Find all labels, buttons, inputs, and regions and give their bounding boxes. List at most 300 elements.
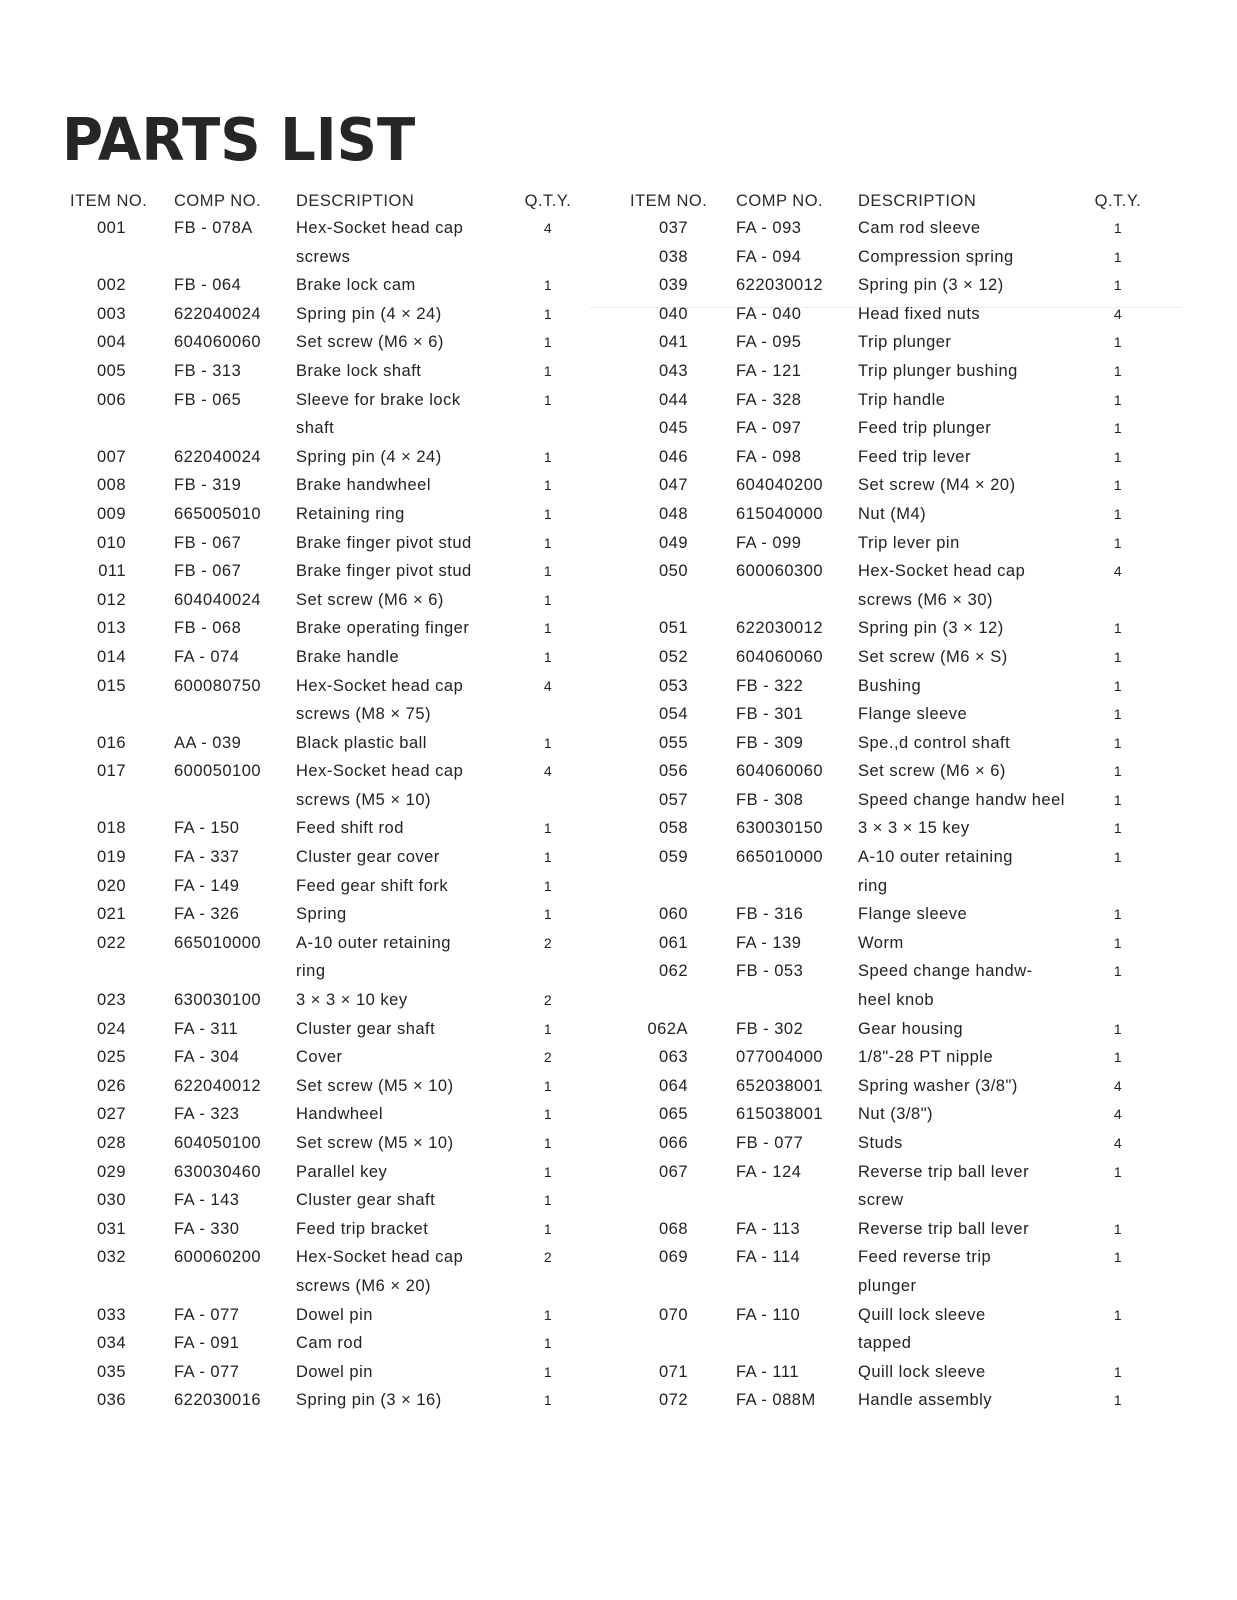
item-number: 054: [658, 705, 688, 724]
description-line: Cam rod: [296, 1334, 363, 1353]
description: [858, 1015, 1088, 1044]
header-comp-no: COMP NO.: [174, 192, 262, 210]
quantity: 1: [543, 1163, 553, 1180]
quantity: 1: [543, 391, 553, 408]
component-number: FA - 077: [174, 1305, 240, 1324]
table-row: [630, 357, 1155, 386]
table-row: [70, 1015, 590, 1044]
description-line: Speed change handw-: [858, 962, 1033, 981]
table-row: [70, 757, 590, 814]
description: [296, 986, 518, 1015]
description: [858, 1129, 1088, 1158]
quantity: 1: [543, 477, 553, 494]
quantity: 1: [543, 1077, 553, 1094]
quantity: 1: [543, 1135, 553, 1151]
description-continuation: ring: [858, 876, 888, 895]
description-line: Spring washer (3/8"): [858, 1076, 1018, 1095]
table-header: [630, 188, 1155, 214]
table-row: [630, 557, 1155, 614]
item-number: 018: [96, 819, 126, 838]
item-number: 022: [96, 933, 126, 952]
quantity: 1: [1113, 1392, 1123, 1409]
quantity: 1: [543, 448, 553, 465]
table-row: [630, 700, 1155, 729]
description: [858, 214, 1088, 243]
component-number: FA - 111: [736, 1362, 800, 1381]
description-continuation: screws (M6 × 30): [858, 590, 993, 609]
description: [296, 729, 518, 758]
description: [858, 414, 1088, 443]
component-number: FA - 330: [174, 1219, 240, 1238]
description-line: Set screw (M5 × 10): [296, 1076, 454, 1095]
quantity: 4: [543, 220, 553, 236]
item-number: 061: [658, 933, 688, 952]
description: [296, 328, 518, 357]
item-number: 060: [658, 905, 688, 924]
description: [296, 1329, 518, 1358]
component-number: FA - 304: [174, 1048, 240, 1067]
description-line: 3 × 3 × 15 key: [858, 819, 970, 838]
quantity: 1: [543, 534, 553, 551]
component-number: 630030150: [736, 819, 824, 838]
component-number: FA - 143: [174, 1191, 240, 1210]
quantity: 4: [543, 677, 553, 694]
description-line: Spring pin (4 × 24): [296, 304, 442, 323]
item-number: 009: [96, 504, 126, 523]
description: [296, 1129, 518, 1158]
quantity: 1: [1113, 906, 1123, 923]
table-row: [630, 1100, 1155, 1129]
item-number: 057: [658, 790, 688, 809]
quantity: 1: [1113, 849, 1123, 866]
component-number: FB - 301: [736, 705, 804, 724]
description: [296, 529, 518, 558]
table-row: [630, 328, 1155, 357]
description: [296, 443, 518, 472]
table-row: [630, 900, 1155, 929]
quantity: 1: [543, 362, 553, 379]
description: [296, 1100, 518, 1129]
component-number: 604060060: [174, 333, 262, 352]
table-row: [630, 529, 1155, 558]
description: [858, 1215, 1088, 1244]
item-number: 044: [658, 390, 688, 409]
table-row: [630, 843, 1155, 900]
table-row: [630, 1015, 1155, 1044]
description-line: A-10 outer retaining: [858, 848, 1013, 867]
description: [296, 872, 518, 901]
description: [296, 1243, 518, 1300]
description-line: Cam rod sleeve: [858, 219, 981, 237]
description-line: Feed trip bracket: [296, 1219, 429, 1238]
component-number: 665010000: [736, 848, 824, 867]
description: [858, 957, 1088, 1014]
header-qty: Q.T.Y.: [524, 192, 572, 210]
description: [858, 1043, 1088, 1072]
description-line: Hex-Socket head cap: [296, 1248, 464, 1267]
description-line: Set screw (M6 × 6): [296, 590, 444, 609]
quantity: 1: [1113, 820, 1123, 837]
description-line: Set screw (M6 × S): [858, 647, 1008, 666]
description-line: Spring: [296, 905, 347, 924]
description: [858, 500, 1088, 529]
description: [858, 357, 1088, 386]
quantity: 1: [1113, 620, 1123, 637]
description: [296, 271, 518, 300]
quantity: 1: [1113, 791, 1123, 808]
quantity: 1: [1113, 248, 1123, 265]
component-number: FA - 074: [174, 647, 240, 666]
component-number: FB - 065: [174, 390, 242, 409]
table-row: [630, 757, 1155, 786]
description-line: Feed gear shift fork: [296, 876, 449, 895]
description: [858, 929, 1088, 958]
quantity: 1: [1113, 505, 1123, 522]
component-number: AA - 039: [174, 733, 242, 752]
component-number: FB - 067: [174, 533, 242, 552]
quantity: 1: [1113, 220, 1123, 236]
description-line: Spe.,d control shaft: [858, 733, 1011, 752]
table-row: [70, 843, 590, 872]
table-row: [630, 300, 1155, 329]
component-number: 604050100: [174, 1134, 262, 1152]
table-row: [70, 271, 590, 300]
item-number: 053: [658, 676, 688, 695]
quantity: 1: [1113, 763, 1123, 780]
table-row: [630, 1072, 1155, 1101]
description-line: Gear housing: [858, 1019, 964, 1038]
component-number: 622030012: [736, 619, 824, 638]
description-line: Trip handle: [858, 390, 946, 409]
description: [296, 1301, 518, 1330]
item-number: 052: [658, 647, 688, 666]
description-continuation: tapped: [858, 1334, 912, 1353]
quantity: 1: [1113, 963, 1123, 980]
description: [296, 1186, 518, 1215]
description-line: Set screw (M6 × 6): [858, 762, 1006, 781]
item-number: 062: [658, 962, 688, 981]
item-number: 045: [658, 419, 688, 438]
item-number: 062A: [647, 1019, 688, 1038]
description: [858, 328, 1088, 357]
component-number: FA - 150: [174, 819, 240, 838]
quantity: 1: [1113, 448, 1123, 465]
quantity: 1: [1113, 1220, 1123, 1237]
quantity: 1: [1113, 391, 1123, 408]
component-number: 652038001: [736, 1076, 824, 1095]
table-row: [70, 1043, 590, 1072]
component-number: 622030016: [174, 1391, 262, 1410]
description-continuation: ring: [296, 962, 326, 981]
component-number: FB - 053: [736, 962, 804, 981]
table-row: [70, 443, 590, 472]
description: [296, 386, 518, 443]
description-line: Brake lock shaft: [296, 361, 422, 380]
description: [296, 1386, 518, 1415]
quantity: 1: [543, 849, 553, 866]
item-number: 049: [658, 533, 688, 552]
component-number: FA - 139: [736, 933, 802, 952]
description-line: Spring pin (3 × 12): [858, 276, 1004, 295]
item-number: 037: [658, 219, 688, 237]
item-number: 041: [658, 333, 688, 352]
description: [858, 271, 1088, 300]
description-line: Dowel pin: [296, 1305, 373, 1324]
description-line: Hex-Socket head cap: [296, 676, 464, 695]
component-number: FB - 302: [736, 1019, 804, 1038]
component-number: FB - 309: [736, 733, 804, 752]
description: [296, 357, 518, 386]
description: [858, 1358, 1088, 1387]
item-number: 005: [96, 361, 126, 380]
description-line: Spring pin (4 × 24): [296, 447, 442, 466]
quantity: 1: [1113, 534, 1123, 551]
table-row: [70, 1158, 590, 1187]
description: [296, 814, 518, 843]
description-line: Worm: [858, 933, 904, 952]
table-row: [630, 500, 1155, 529]
description: [296, 643, 518, 672]
description: [296, 1072, 518, 1101]
table-row: [70, 214, 590, 271]
description-line: Brake finger pivot stud: [296, 533, 472, 552]
description: [858, 529, 1088, 558]
description: [858, 557, 1088, 614]
table-row: [630, 443, 1155, 472]
parts-table-left: [70, 188, 590, 1415]
component-number: 604060060: [736, 647, 824, 666]
description-line: Retaining ring: [296, 504, 405, 523]
description: [858, 814, 1088, 843]
description-line: Hex-Socket head cap: [296, 762, 464, 781]
component-number: FB - 078A: [174, 219, 253, 237]
component-number: 622030012: [736, 276, 824, 295]
description-line: Parallel key: [296, 1162, 388, 1181]
table-row: [70, 814, 590, 843]
item-number: 016: [96, 733, 126, 752]
quantity: 1: [543, 1106, 553, 1123]
description-line: Black plastic ball: [296, 733, 427, 752]
quantity: 1: [1113, 706, 1123, 723]
description-line: Compression spring: [858, 247, 1014, 266]
table-row: [70, 1243, 590, 1300]
page-title: PARTS LIST: [62, 105, 416, 174]
quantity: 2: [543, 934, 553, 951]
item-number: 028: [96, 1134, 126, 1152]
table-row: [630, 1301, 1155, 1358]
component-number: FA - 124: [736, 1162, 802, 1181]
component-number: FA - 040: [736, 304, 802, 323]
quantity: 1: [543, 1335, 553, 1352]
component-number: 600050100: [174, 762, 262, 781]
quantity: 1: [1113, 1306, 1123, 1323]
description: [858, 614, 1088, 643]
table-row: [70, 1186, 590, 1215]
component-number: FA - 149: [174, 876, 240, 895]
quantity: 1: [543, 1392, 553, 1409]
description: [296, 843, 518, 872]
description-line: Flange sleeve: [858, 705, 968, 724]
component-number: FA - 077: [174, 1362, 240, 1381]
item-number: 070: [658, 1305, 688, 1324]
item-number: 003: [96, 304, 126, 323]
item-number: 033: [96, 1305, 126, 1324]
description: [858, 443, 1088, 472]
description: [858, 757, 1088, 786]
quantity: 1: [1113, 1249, 1123, 1266]
description: [858, 786, 1088, 815]
item-number: 039: [658, 276, 688, 295]
table-row: [70, 557, 590, 586]
item-number: 027: [96, 1105, 126, 1124]
header-description: DESCRIPTION: [296, 192, 415, 210]
table-row: [70, 929, 590, 986]
description-line: Quill lock sleeve: [858, 1362, 986, 1381]
description-line: Cluster gear shaft: [296, 1191, 436, 1210]
description-line: Cluster gear shaft: [296, 1019, 436, 1038]
table-row: [70, 300, 590, 329]
quantity: 1: [543, 620, 553, 637]
item-number: 051: [658, 619, 688, 638]
header-comp-no: COMP NO.: [736, 192, 824, 210]
description: [858, 843, 1088, 900]
component-number: FA - 110: [736, 1305, 801, 1324]
quantity: 1: [543, 1020, 553, 1037]
table-row: [70, 614, 590, 643]
description-continuation: screws (M5 × 10): [296, 790, 431, 809]
quantity: 1: [543, 305, 553, 322]
item-number: 040: [658, 304, 688, 323]
table-row: [70, 328, 590, 357]
description-line: 3 × 3 × 10 key: [296, 991, 408, 1010]
quantity: 4: [1113, 1135, 1123, 1151]
description: [858, 243, 1088, 272]
description-line: Trip plunger bushing: [858, 361, 1018, 380]
component-number: FB - 322: [736, 676, 804, 695]
table-row: [630, 614, 1155, 643]
item-number: 071: [658, 1362, 688, 1381]
description: [858, 300, 1088, 329]
item-number: 043: [658, 361, 688, 380]
item-number: 056: [658, 762, 688, 781]
item-number: 025: [96, 1048, 126, 1067]
component-number: FA - 121: [736, 361, 802, 380]
description-line: Cluster gear cover: [296, 848, 440, 867]
quantity: 1: [543, 334, 553, 351]
quantity: 4: [543, 763, 553, 780]
quantity: 4: [1113, 305, 1123, 322]
description-line: Brake handle: [296, 647, 400, 666]
description: [296, 1015, 518, 1044]
description-line: Head fixed nuts: [858, 304, 981, 323]
description: [858, 1100, 1088, 1129]
table-row: [630, 414, 1155, 443]
description-continuation: shaft: [296, 419, 335, 438]
quantity: 1: [543, 877, 553, 894]
header-item-no: ITEM NO.: [630, 192, 708, 210]
component-number: FB - 313: [174, 361, 242, 380]
quantity: 2: [543, 992, 553, 1009]
description: [858, 700, 1088, 729]
component-number: FA - 095: [736, 333, 802, 352]
item-number: 032: [96, 1248, 126, 1267]
table-row: [630, 1243, 1155, 1300]
quantity: 4: [1113, 1106, 1123, 1123]
table-row: [70, 900, 590, 929]
description-continuation: screws: [296, 247, 351, 266]
description-continuation: screws (M8 × 75): [296, 705, 431, 724]
quantity: 1: [1113, 420, 1123, 437]
description-line: Sleeve for brake lock: [296, 390, 461, 409]
component-number: 600060300: [736, 562, 824, 581]
table-row: [70, 1100, 590, 1129]
component-number: 630030460: [174, 1162, 262, 1181]
description: [858, 1301, 1088, 1358]
item-number: 048: [658, 504, 688, 523]
description-line: Feed shift rod: [296, 819, 404, 838]
item-number: 067: [658, 1162, 688, 1181]
description: [296, 1158, 518, 1187]
component-number: 615038001: [736, 1105, 824, 1124]
description-line: Speed change handw heel: [858, 790, 1065, 809]
component-number: 600060200: [174, 1248, 262, 1267]
description-continuation: heel knob: [858, 991, 935, 1010]
component-number: FA - 093: [736, 219, 802, 237]
table-row: [630, 1386, 1155, 1415]
description-line: Hex-Socket head cap: [296, 219, 464, 237]
description-line: Set screw (M6 × 6): [296, 333, 444, 352]
quantity: 1: [1113, 734, 1123, 751]
description: [858, 1072, 1088, 1101]
header-description: DESCRIPTION: [858, 192, 977, 210]
description-continuation: plunger: [858, 1276, 917, 1295]
item-number: 050: [658, 562, 688, 581]
description: [296, 300, 518, 329]
description-line: Handwheel: [296, 1105, 384, 1124]
description-line: Handle assembly: [858, 1391, 993, 1410]
table-row: [630, 786, 1155, 815]
item-number: 066: [658, 1134, 688, 1152]
table-row: [70, 1386, 590, 1415]
description: [296, 471, 518, 500]
component-number: 077004000: [736, 1048, 824, 1067]
description-line: 1/8"-28 PT nipple: [858, 1048, 994, 1067]
description-line: Quill lock sleeve: [858, 1305, 986, 1324]
description-line: Reverse trip ball lever: [858, 1219, 1030, 1238]
component-number: FA - 311: [174, 1019, 239, 1038]
item-number: 058: [658, 819, 688, 838]
item-number: 014: [96, 647, 126, 666]
component-number: FA - 323: [174, 1105, 240, 1124]
description-line: Nut (3/8"): [858, 1105, 934, 1124]
item-number: 055: [658, 733, 688, 752]
item-number: 063: [658, 1048, 688, 1067]
quantity: 4: [1113, 1077, 1123, 1094]
component-number: FA - 326: [174, 905, 240, 924]
table-row: [70, 500, 590, 529]
quantity: 1: [543, 648, 553, 665]
description-line: Cover: [296, 1048, 343, 1067]
description: [296, 557, 518, 586]
component-number: 622040012: [174, 1076, 262, 1095]
description-line: Spring pin (3 × 12): [858, 619, 1004, 638]
component-number: FA - 113: [736, 1219, 801, 1238]
item-number: 068: [658, 1219, 688, 1238]
table-row: [70, 586, 590, 615]
component-number: 604040200: [736, 476, 824, 495]
parts-table-right: [630, 188, 1155, 1415]
item-number: 035: [96, 1362, 126, 1381]
